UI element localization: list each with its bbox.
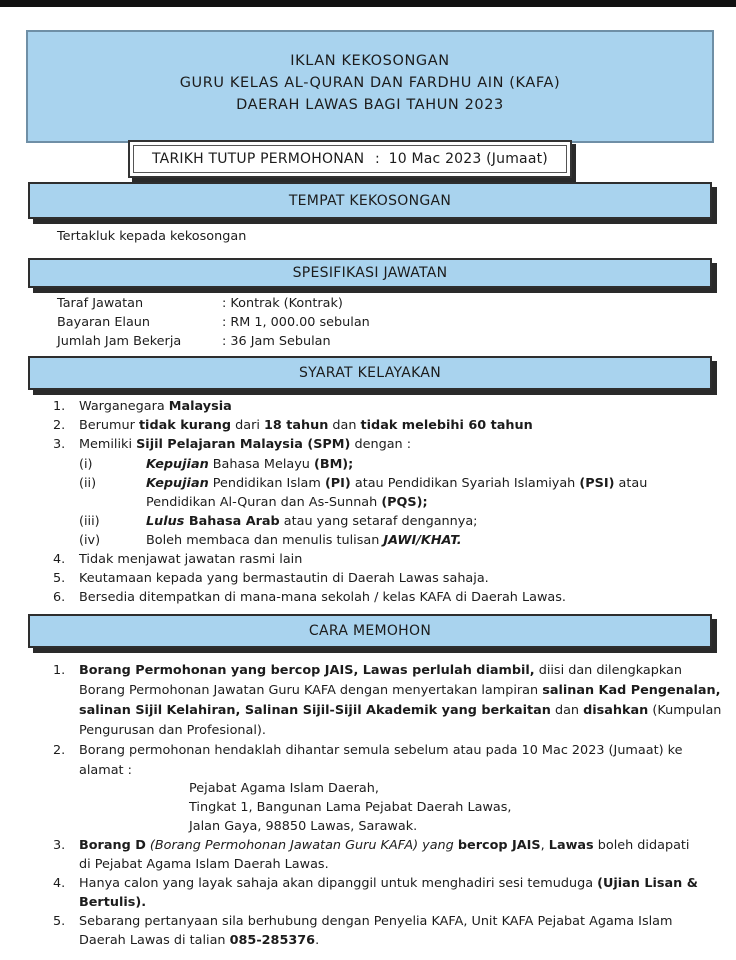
syarat-item-4: [53, 552, 302, 567]
syarat-sub-i: [146, 457, 353, 472]
title-line-3: DAERAH LAWAS BAGI TAHUN 2023: [236, 97, 504, 113]
text-part: (Borang Permohonan Jawatan Guru KAFA) yang: [145, 838, 458, 853]
syarat-sub-iii: [146, 514, 477, 529]
cara-item-4-line-1: [79, 876, 698, 891]
cara-item-4-num: 4.: [53, 876, 66, 891]
text-part: Lawas: [548, 838, 594, 853]
text-part: Permohonan yang bercop: [135, 663, 325, 678]
closing-date-label: TARIKH TUTUP PERMOHONAN: [152, 151, 365, 167]
syarat-item-3: [53, 437, 411, 452]
cara-item-3-line-1: [79, 838, 689, 853]
text-part: salinan Sijil Kelahiran, Salinan Sijil-Sijil Akademik yang berkaitan: [79, 703, 551, 718]
list-number: 1.: [53, 399, 66, 414]
text-part: Warganegara: [79, 399, 169, 414]
cara-item-4-line-2: Bertulis).: [79, 895, 147, 910]
text-part: Malaysia: [168, 399, 232, 414]
title-line-1: IKLAN KEKOSONGAN: [290, 53, 450, 69]
list-number: 2.: [53, 418, 66, 433]
cara-item-1-line-3: [79, 703, 721, 718]
syarat-item-1: [53, 399, 232, 414]
text-part: Hanya calon yang layak sahaja akan dipanggil untuk menghadiri sesi temuduga: [79, 876, 598, 891]
list-number: 6.: [53, 590, 66, 605]
text-part: atau Pendidikan Syariah Islamiyah: [350, 476, 580, 491]
closing-date-separator: :: [375, 151, 380, 167]
spec-label-jam: Jumlah Jam Bekerja: [57, 334, 182, 349]
text-part: dan: [328, 418, 361, 433]
text-part: Pendidikan Islam: [208, 476, 325, 491]
text-part: Pendidikan Al-Quran dan As-Sunnah: [146, 495, 382, 510]
spesifikasi-heading-bar: [28, 258, 712, 288]
text-part: (PSI): [579, 476, 615, 491]
text-part: dan: [550, 703, 584, 718]
sub-item-num: (ii): [79, 476, 97, 491]
spesifikasi-heading: SPESIFIKASI JAWATAN: [292, 265, 448, 281]
text-part: boleh didapati: [593, 838, 690, 853]
text-part: 18 tahun: [263, 418, 329, 433]
syarat-item-2: [53, 418, 533, 433]
cara-item-1-num: 1.: [53, 663, 66, 678]
title-line-2: GURU KELAS AL-QURAN DAN FARDHU AIN (KAFA): [179, 75, 561, 91]
text-part: (PI): [324, 476, 351, 491]
text-part: salinan Kad Pengenalan,: [542, 683, 721, 698]
address-line-2: Tingkat 1, Bangunan Lama Pejabat Daerah Lawas,: [189, 800, 512, 815]
text-part: Kepujian: [146, 457, 209, 472]
cara-item-3-line-2: di Pejabat Agama Islam Daerah Lawas.: [79, 857, 329, 872]
syarat-sub-ii: [146, 476, 647, 491]
text-part: JAIS: [324, 663, 354, 678]
text-part: JAWI/KHAT.: [383, 533, 462, 548]
syarat-sub-iv: [146, 533, 462, 548]
text-part: atau yang setaraf dengannya;: [279, 514, 478, 529]
text-part: tidak kurang: [138, 418, 232, 433]
cara-item-3-num: 3.: [53, 838, 66, 853]
sub-item-num: (iv): [79, 533, 101, 548]
sub-item-num: (iii): [79, 514, 100, 529]
sub-item-num: (i): [79, 457, 93, 472]
text-part: Bahasa Melayu: [208, 457, 314, 472]
closing-date-box: [128, 140, 572, 178]
text-part: Lulus: [146, 514, 185, 529]
cara-item-5-line-1: Sebarang pertanyaan sila berhubung dengan Penyelia KAFA, Unit KAFA Pejabat Agama Islam: [79, 914, 673, 929]
text-part: Bersedia ditempatkan di mana-mana sekolah / kelas KAFA di Daerah Lawas.: [79, 590, 566, 605]
text-part: Kepujian: [146, 476, 209, 491]
cara-item-5-num: 5.: [53, 914, 66, 929]
text-part: diisi dan dilengkapkan: [534, 663, 682, 678]
text-part: Keutamaan kepada yang bermastautin di Daerah Lawas sahaja.: [79, 571, 489, 586]
cara-item-1-line-2: [79, 683, 720, 698]
closing-date-text: [130, 151, 570, 167]
text-part: (Kumpulan: [648, 703, 722, 718]
text-part: Borang: [79, 663, 136, 678]
cara-item-2-num: 2.: [53, 743, 66, 758]
closing-date-value: 10 Mac 2023 (Jumaat): [388, 151, 548, 167]
text-part: Sijil Pelajaran Malaysia (SPM): [136, 437, 351, 452]
syarat-item-5: [53, 571, 489, 586]
top-dark-edge: [0, 0, 736, 7]
address-line-3: Jalan Gaya, 98850 Lawas, Sarawak.: [189, 819, 418, 834]
text-part: Boleh membaca dan menulis tulisan: [146, 533, 384, 548]
spec-value-jam: : 36 Jam Sebulan: [222, 334, 331, 349]
cara-heading: CARA MEMOHON: [308, 623, 432, 639]
cara-item-2-line-2: alamat :: [79, 763, 132, 778]
title-banner: [26, 30, 714, 143]
text-part: Borang Permohonan Jawatan Guru KAFA dengan menyertakan lampiran: [79, 683, 543, 698]
text-part: Tidak menjawat jawatan rasmi lain: [79, 552, 303, 567]
text-part: 085-285376: [229, 933, 316, 948]
cara-heading-bar: [28, 614, 712, 648]
text-part: Daerah Lawas di talian: [79, 933, 230, 948]
cara-item-2-line-1: Borang permohonan hendaklah dihantar semula sebelum atau pada 10 Mac 2023 (Jumaat) ke: [79, 743, 683, 758]
list-number: 5.: [53, 571, 66, 586]
cara-item-1-line-4: Pengurusan dan Profesional).: [79, 723, 266, 738]
cara-item-1-line-1: [79, 663, 682, 678]
text-part: Borang D: [79, 838, 146, 853]
text-part: dari: [231, 418, 264, 433]
syarat-heading-bar: [28, 356, 712, 390]
text-part: (Ujian Lisan &: [597, 876, 698, 891]
spec-label-taraf: Taraf Jawatan: [57, 296, 144, 311]
text-part: .: [315, 933, 320, 948]
syarat-sub-ii-cont: [146, 495, 428, 510]
text-part: (BM);: [313, 457, 354, 472]
text-part: bercop JAIS: [457, 838, 541, 853]
text-part: perlulah diambil,: [412, 663, 535, 678]
address-line-1: Pejabat Agama Islam Daerah,: [189, 781, 379, 796]
syarat-heading: SYARAT KELAYAKAN: [298, 365, 442, 381]
text-part: Bahasa: [184, 514, 246, 529]
text-part: Arab: [245, 514, 280, 529]
syarat-item-6: [53, 590, 566, 605]
text-part: Berumur: [79, 418, 139, 433]
list-number: 4.: [53, 552, 66, 567]
tempat-heading-bar: [28, 182, 712, 219]
text-part: atau: [614, 476, 648, 491]
spec-value-taraf: : Kontrak (Kontrak): [222, 296, 343, 311]
spec-value-bayaran: : RM 1, 000.00 sebulan: [222, 315, 370, 330]
text-part: , Lawas: [353, 663, 413, 678]
list-number: 3.: [53, 437, 66, 452]
text-part: Memiliki: [79, 437, 137, 452]
text-part: disahkan: [583, 703, 649, 718]
text-part: dengan :: [350, 437, 412, 452]
text-part: tidak melebihi 60 tahun: [360, 418, 533, 433]
tempat-text: Tertakluk kepada kekosongan: [57, 229, 247, 244]
cara-item-5-line-2: [79, 933, 319, 948]
text-part: ,: [540, 838, 549, 853]
spec-label-bayaran: Bayaran Elaun: [57, 315, 151, 330]
text-part: (PQS);: [381, 495, 428, 510]
tempat-heading: TEMPAT KEKOSONGAN: [288, 193, 452, 209]
